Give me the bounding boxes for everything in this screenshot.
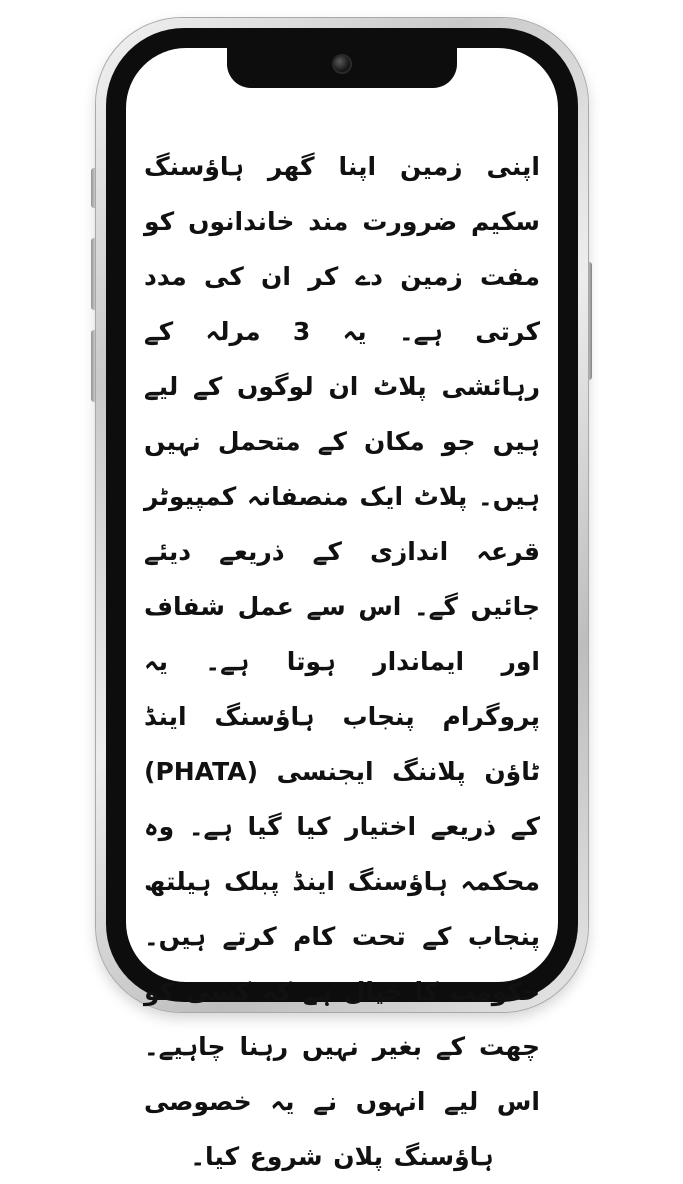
notch	[227, 48, 457, 88]
article-paragraph: اپنی زمین اپنا گھر ہاؤسنگ سکیم ضرورت مند خاندانوں کو مفت زمین دے کر ان کی مدد کرتی ہے۔ یہ 3 مرلہ کے رہائشی پلاٹ ان لوگوں کے لیے ہیں جو مکان کے متحمل نہیں ہیں۔ پلاٹ ایک منصفانہ کمپیوٹر قرعہ اندازی کے ذریعے دیئے جائیں گے۔ اس سے عمل شفاف اور ایماندار ہوتا ہے۔ یہ پروگرام پنجاب ہاؤسنگ اینڈ ٹاؤن پلاننگ ایجنسی (PHATA) کے ذریعے اختیار کیا گیا ہے۔ وہ محکمہ ہاؤسنگ اینڈ پبلک ہیلتھ پنجاب کے تحت کام کرتے ہیں۔ حکومت کا خیال ہے کہ کسی کو چھت کے بغیر نہیں رہنا چاہیے۔ اس لیے انہوں نے یہ خصوصی ہاؤسنگ پلان شروع کیا۔	[144, 152, 540, 1171]
phone-frame	[96, 18, 588, 1171]
phone-screen	[126, 48, 558, 1171]
phone-bezel	[106, 28, 578, 1171]
camera-icon	[334, 56, 350, 72]
